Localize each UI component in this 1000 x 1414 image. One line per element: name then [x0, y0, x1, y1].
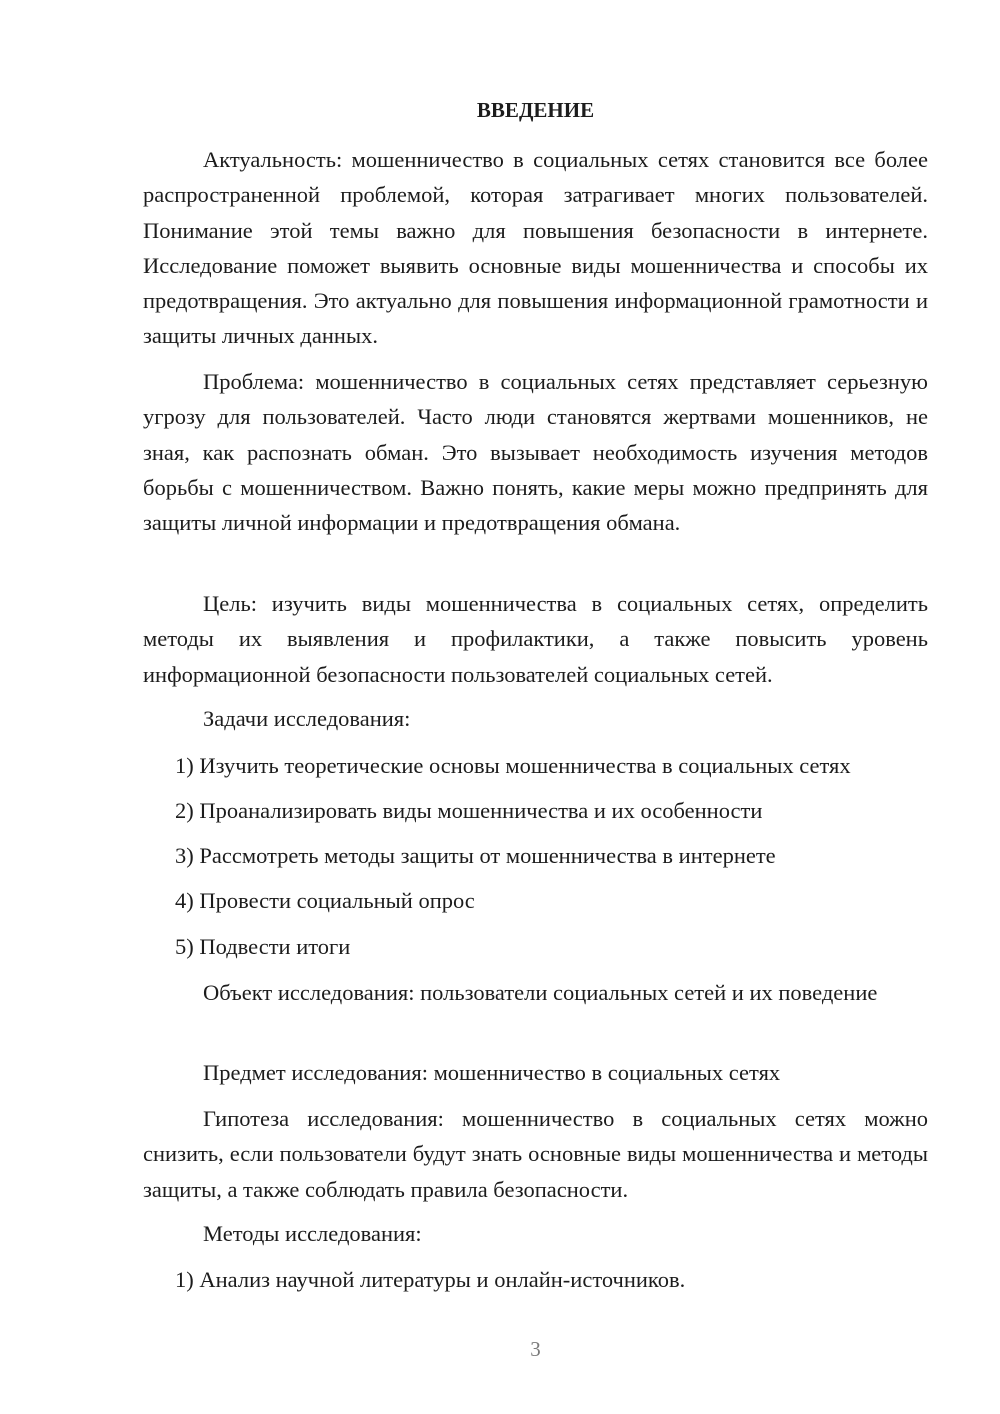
task-item: 2) Проанализировать виды мошенничества и их особенности	[175, 798, 763, 823]
task-item: 1) Изучить теоретические основы мошенничества в социальных сетях	[175, 753, 851, 778]
relevance-paragraph: Актуальность: мошенничество в социальных сетях становится все более распространенной проблемой, которая затрагивает многих пользователей. Понимание этой темы важно для повышения безопасности в интернете. Исследование поможет выявить основные виды мошенничества и способы их предотвращения. Это актуально для повышения информационной грамотности и защиты личных данных.	[143, 147, 928, 349]
problem-paragraph: Проблема: мошенничество в социальных сетях представляет серьезную угрозу для пользователей. Часто люди становятся жертвами мошенников, не зная, как распознать обман. Это вызывает необходимость изучения методов борьбы с мошенничеством. Важно понять, какие меры можно предпринять для защиты личной информации и предотвращения обмана.	[143, 369, 928, 536]
page-number: 3	[530, 1337, 541, 1361]
object-paragraph: Объект исследования: пользователи социальных сетей и их поведение	[203, 980, 878, 1005]
methods-heading: Методы исследования:	[203, 1221, 422, 1246]
method-item: 1) Анализ научной литературы и онлайн-источников.	[175, 1267, 686, 1292]
goal-paragraph: Цель: изучить виды мошенничества в социальных сетях, определить методы их выявления и профилактики, а также повысить уровень информационной безопасности пользователей социальных сетей.	[143, 591, 928, 687]
tasks-heading: Задачи исследования:	[203, 706, 411, 731]
hypothesis-paragraph: Гипотеза исследования: мошенничество в социальных сетях можно снизить, если пользователи будут знать основные виды мошенничества и методы защиты, а также соблюдать правила безопасности.	[143, 1106, 928, 1202]
section-heading: ВВЕДЕНИЕ	[476, 98, 595, 122]
task-item: 3) Рассмотреть методы защиты от мошенничества в интернете	[175, 843, 776, 868]
task-item: 5) Подвести итоги	[175, 934, 351, 959]
task-item: 4) Провести социальный опрос	[175, 888, 475, 913]
subject-paragraph: Предмет исследования: мошенничество в социальных сетях	[203, 1060, 781, 1085]
